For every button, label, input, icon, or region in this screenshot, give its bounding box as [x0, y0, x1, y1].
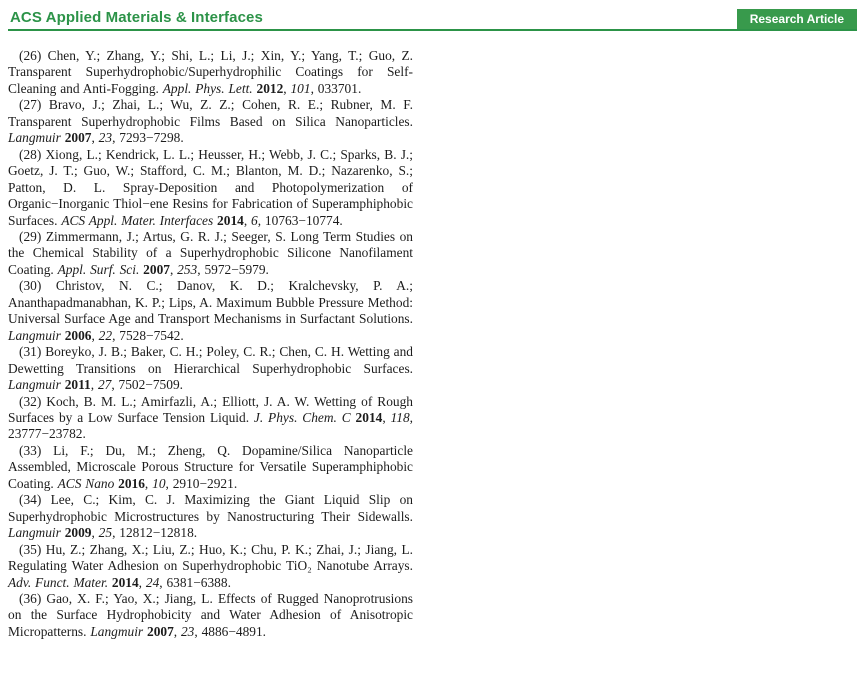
- reference-text-segment: , 2910−2921.: [165, 475, 238, 491]
- reference-text-segment: 10: [152, 475, 166, 491]
- reference-text-segment: 2011: [64, 377, 91, 393]
- reference-item: [8, 229, 413, 278]
- reference-text-segment: ,: [243, 212, 252, 228]
- references-column: [8, 48, 413, 640]
- reference-text-segment: , 6381−6388.: [159, 574, 231, 590]
- reference-item: [8, 591, 413, 640]
- reference-text-segment: ACS Nano: [57, 475, 119, 491]
- reference-item: [8, 48, 413, 97]
- reference-text-segment: Adv. Funct. Mater.: [8, 574, 112, 590]
- reference-text-segment: 2014: [355, 409, 383, 425]
- reference-text-segment: (36) Gao, X. F.; Yao, X.; Jiang, L. Effects of Rugged Nanoprotrusions on the Surface Hydrophobicity and Water Adhesion of Anisotropic Micropatterns.: [8, 590, 413, 639]
- reference-text-segment: 253: [177, 261, 198, 277]
- reference-item: [8, 147, 413, 229]
- reference-text-segment: ,: [91, 130, 99, 146]
- reference-text-segment: (31) Boreyko, J. B.; Baker, C. H.; Poley, C. R.; Chen, C. H. Wetting and Dewetting Transitions on Hierarchical Superhydrophobic Surfaces.: [8, 344, 413, 376]
- reference-text-segment: ,: [144, 475, 153, 491]
- reference-item: [8, 443, 413, 492]
- reference-text-segment: 6: [251, 212, 258, 228]
- reference-text-segment: , 10763−10774.: [257, 212, 343, 228]
- reference-text-segment: , 23777−23782.: [8, 409, 413, 442]
- reference-text-segment: (26) Chen, Y.; Zhang, Y.; Shi, L.; Li, J.; Xin, Y.; Yang, T.; Guo, Z. Transparent Superhydrophobic/Superhydrophilic Coatings for Self-Cleaning and Anti-Fogging.: [8, 48, 413, 96]
- reference-item: [8, 97, 413, 146]
- reference-text-segment: (32) Koch, B. M. L.; Amirfazli, A.; Elliott, J. A. W. Wetting of Rough Surfaces by a Low Surface Tension Liquid.: [8, 393, 413, 425]
- reference-item: [8, 344, 413, 393]
- reference-text-segment: Langmuir: [8, 130, 65, 146]
- reference-text-segment: (28) Xiong, L.; Kendrick, L. L.; Heusser, H.; Webb, J. C.; Sparks, B. J.; Goetz, J. T.; Guo, W.; Stafford, C. M.; Blanton, M. D.; Nazarenko, S.; Patton, D. L. Spray-Deposition and Photopolymerization of Organic−Inorganic Thiol−ene Resins for Fabrication of Superamphiphobic Surfaces.: [8, 146, 413, 228]
- reference-text-segment: , 033701.: [310, 80, 362, 96]
- reference-text-segment: , 4886−4891.: [194, 623, 267, 639]
- reference-text-segment: , 7293−7298.: [112, 130, 184, 146]
- reference-text-segment: 23: [180, 623, 195, 639]
- page-content: [0, 31, 864, 640]
- reference-text-segment: 22: [98, 327, 113, 343]
- reference-text-segment: (33) Li, F.; Du, M.; Zheng, Q. Dopamine/Silica Nanoparticle Assembled, Microscale Porous Structure for Versatile Superamphiphobic Coating.: [8, 442, 413, 491]
- reference-text-segment: , 5972−5979.: [197, 261, 269, 277]
- reference-text-segment: (29) Zimmermann, J.; Artus, G. R. J.; Seeger, S. Long Term Studies on the Chemical Stability of a Superhydrophobic Silicone Nanofilament Coating.: [8, 228, 413, 277]
- empty-column: [413, 48, 858, 640]
- reference-item: [8, 394, 413, 443]
- reference-text-segment: Langmuir: [8, 327, 65, 343]
- reference-text-segment: , 7502−7509.: [111, 377, 183, 393]
- reference-text-segment: (30) Christov, N. C.; Danov, K. D.; Kralchevsky, P. A.; Ananthapadmanabhan, K. P.; Lips, A. Maximum Bubble Pressure Method: Universal Surface Age and Transport Mechanisms in Surfactant Solutions.: [8, 278, 413, 327]
- reference-item: [8, 542, 413, 591]
- reference-text-segment: 27: [97, 377, 112, 393]
- reference-item: [8, 492, 413, 541]
- reference-text-segment: ,: [91, 525, 99, 541]
- references-list: [8, 48, 413, 640]
- reference-text-segment: 101: [290, 80, 311, 96]
- reference-text-segment: , 12812−12818.: [112, 525, 198, 541]
- reference-text-segment: (35) Hu, Z.; Zhang, X.; Liu, Z.; Huo, K.; Chu, P. K.; Zhai, J.; Jiang, L. Regulating Water Adhesion on Superhydrophobic TiO₂ Nanotube Arrays.: [8, 541, 413, 574]
- reference-text-segment: 2014: [111, 574, 139, 590]
- reference-text-segment: Langmuir: [90, 623, 147, 639]
- reference-text-segment: 23: [98, 130, 113, 146]
- reference-text-segment: 24: [145, 574, 160, 590]
- article-type-badge: Research Article: [737, 9, 857, 29]
- reference-text-segment: ,: [91, 327, 99, 343]
- reference-text-segment: 2014: [217, 212, 244, 228]
- reference-text-segment: ACS Appl. Mater. Interfaces: [61, 212, 218, 228]
- reference-text-segment: ,: [138, 574, 146, 590]
- reference-text-segment: Langmuir: [8, 525, 65, 541]
- reference-text-segment: 2007: [147, 623, 174, 639]
- reference-text-segment: 2016: [118, 475, 145, 491]
- reference-text-segment: 2007: [64, 130, 92, 146]
- reference-text-segment: Langmuir: [8, 377, 65, 393]
- reference-item: [8, 278, 413, 344]
- reference-text-segment: ,: [283, 80, 291, 96]
- reference-text-segment: ,: [90, 377, 98, 393]
- reference-text-segment: ,: [169, 261, 178, 277]
- reference-text-segment: , 7528−7542.: [112, 327, 184, 343]
- reference-text-segment: 2007: [143, 261, 170, 277]
- reference-text-segment: Appl. Surf. Sci.: [57, 261, 144, 277]
- journal-title: ACS Applied Materials & Interfaces: [10, 9, 263, 26]
- page-header: [8, 0, 857, 31]
- reference-text-segment: J. Phys. Chem. C: [253, 409, 356, 425]
- reference-text-segment: 118: [390, 409, 410, 425]
- reference-text-segment: ,: [173, 623, 181, 639]
- reference-text-segment: (34) Lee, C.; Kim, C. J. Maximizing the Giant Liquid Slip on Superhydrophobic Microstructures by Nanostructuring Their Sidewalls.: [8, 492, 413, 524]
- reference-text-segment: 2009: [64, 525, 92, 541]
- reference-text-segment: (27) Bravo, J.; Zhai, L.; Wu, Z. Z.; Cohen, R. E.; Rubner, M. F. Transparent Superhydrophobic Films Based on Silica Nanoparticles.: [8, 97, 413, 129]
- reference-text-segment: 25: [98, 525, 113, 541]
- reference-text-segment: 2006: [64, 327, 92, 343]
- reference-text-segment: 2012: [256, 80, 284, 96]
- reference-text-segment: Appl. Phys. Lett.: [162, 80, 257, 96]
- reference-text-segment: ,: [382, 409, 391, 425]
